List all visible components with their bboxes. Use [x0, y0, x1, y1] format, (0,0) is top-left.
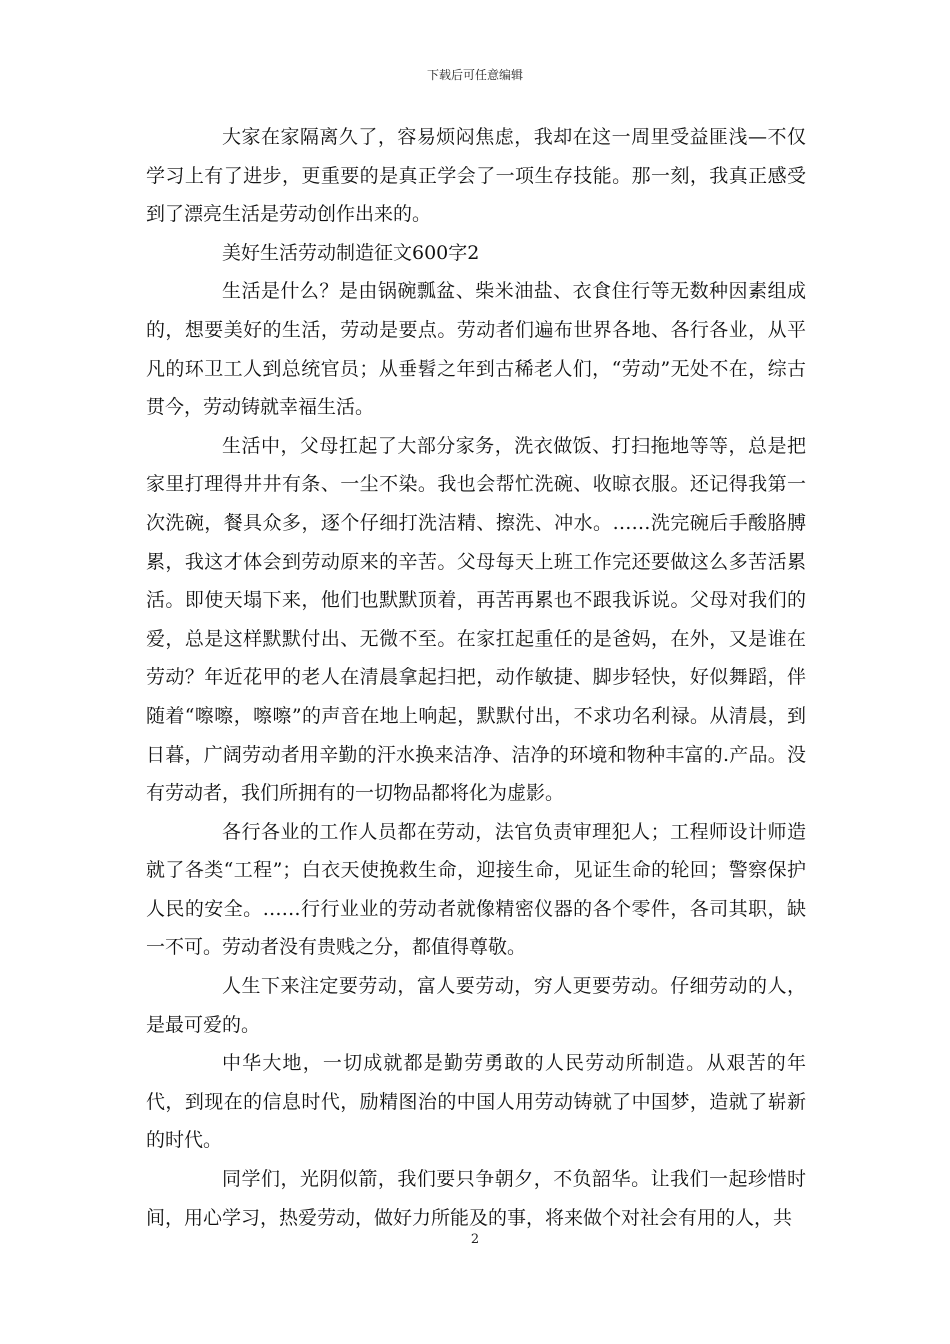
paragraph: 人生下来注定要劳动，富人要劳动，穷人更要劳动。仔细劳动的人，是最可爱的。: [146, 975, 806, 1036]
paragraph-intro: 大家在家隔离久了，容易烦闷焦虑，我却在这一周里受益匪浅—不仅学习上有了进步，更重要的是真正学会了一项生存技能。那一刻，我真正感受到了漂亮生活是劳动创作出来的。: [146, 126, 806, 226]
section-title: 美好生活劳动制造征文600字2: [222, 241, 480, 264]
paragraph: 中华大地，一切成就都是勤劳勇敢的人民劳动所制造。从艰苦的年代，到现在的信息时代，励精图治的中国人用劳动铸就了中国梦，造就了崭新的时代。: [146, 1052, 806, 1152]
page-number: 2: [470, 1232, 480, 1247]
page-header: 下载后可任意编辑: [426, 68, 523, 82]
paragraph: 生活是什么？是由锅碗瓢盆、柴米油盐、衣食住行等无数种因素组成的，想要美好的生活，劳动是要点。劳动者们遍布世界各地、各行各业，从平凡的环卫工人到总统官员；从垂髫之年到古稀老人们，“劳动”无处不在，综古贯今，劳动铸就幸福生活。: [146, 280, 806, 419]
paragraph: 同学们，光阴似箭，我们要只争朝夕，不负韶华。让我们一起珍惜时间，用心学习，热爱劳动，做好力所能及的事，将来做个对社会有用的人，共: [146, 1168, 806, 1229]
paragraph: 生活中，父母扛起了大部分家务，洗衣做饭、打扫拖地等等，总是把家里打理得井井有条、一尘不染。我也会帮忙洗碗、收晾衣服。还记得我第一次洗碗，餐具众多，逐个仔细打洗洁精、擦洗、冲水。……洗完碗后手酸胳膊累，我这才体会到劳动原来的辛苦。父母每天上班工作完还要做这么多苦活累活。即使天塌下来，他们也默默顶着，再苦再累也不跟我诉说。父母对我们的爱，总是这样默默付出、无微不至。在家扛起重任的是爸妈，在外，又是谁在劳动？年近花甲的老人在清晨拿起扫把，动作敏捷、脚步轻快，好似舞蹈，伴随着“嚓嚓，嚓嚓”的声音在地上响起，默默付出，不求功名利禄。从清晨，到日暮，广阔劳动者用辛勤的汗水换来洁净、洁净的环境和物种丰富的.产品。没有劳动者，我们所拥有的一切物品都将化为虚影。: [146, 434, 806, 805]
paragraph: 各行各业的工作人员都在劳动，法官负责审理犯人；工程师设计师造就了各类“工程”；白衣天使挽救生命，迎接生命，见证生命的轮回；警察保护人民的安全。……行行业业的劳动者就像精密仪器的各个零件，各司其职，缺一不可。劳动者没有贵贱之分，都值得尊敬。: [146, 820, 806, 959]
document-body: [146, 118, 806, 1237]
